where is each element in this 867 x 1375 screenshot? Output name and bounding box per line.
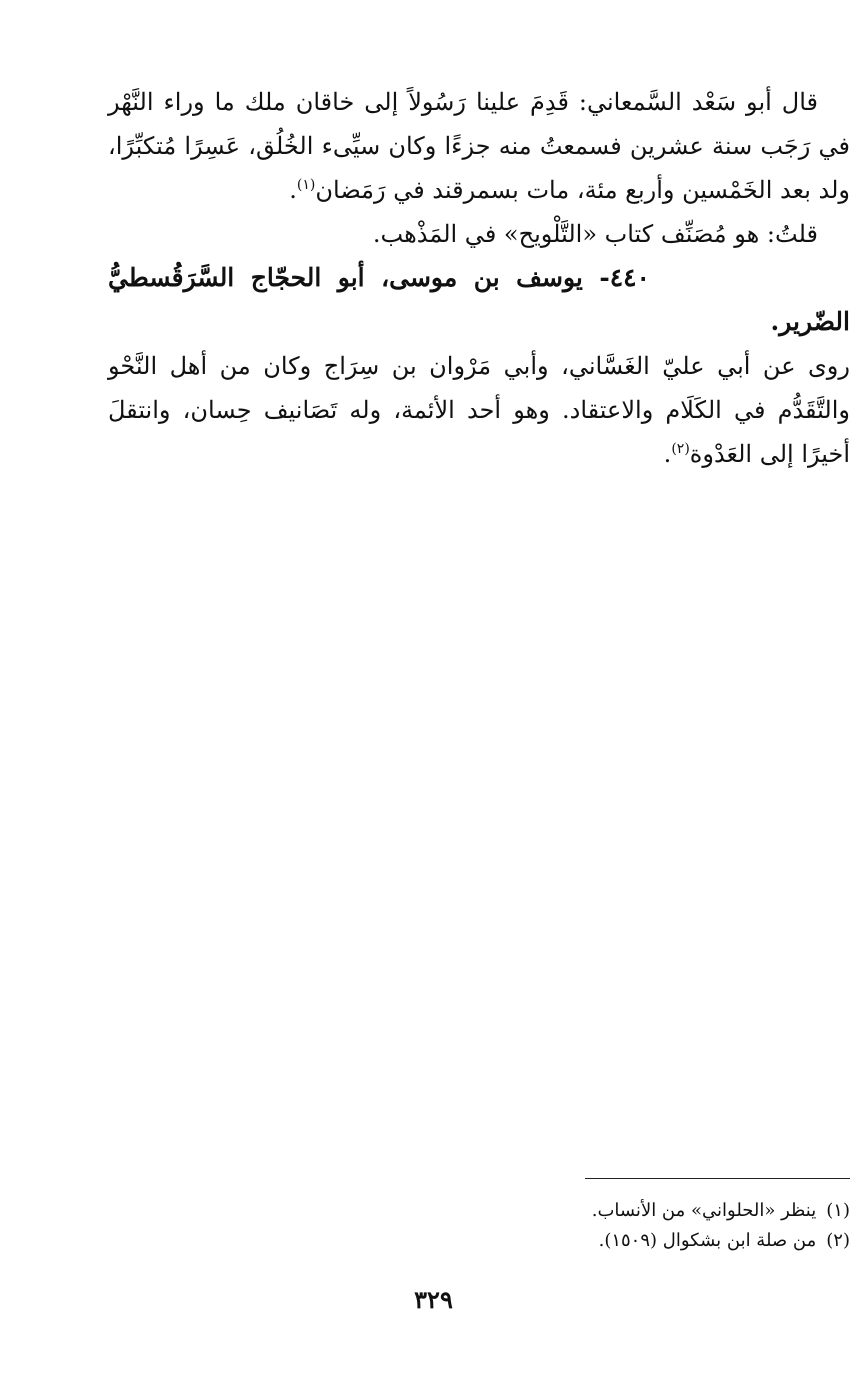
footnote-ref-2: (٢) [671, 441, 690, 457]
text-line: روى عن أبي عليّ الغَسَّاني، وأبي مَرْوان بن سِرَاج وكان من أهل النَّحْو [108, 352, 850, 380]
entry-title: ٤٤٠- يوسف بن موسى، أبو الحجّاج السَّرَقُسطيُّ الضّرير. [108, 263, 850, 336]
footnote-1 [300, 1196, 850, 1226]
text-line: قلتُ: هو مُصَنِّف كتاب «التَّلْويح» في المَذْهب. [372, 220, 818, 248]
text-line: والتَّقَدُّم في الكَلَام والاعتقاد. وهو أحد الأئمة، وله تَصَانيف حِسان، وانتقلَ [108, 396, 850, 424]
entry-heading-440 [108, 256, 850, 344]
paragraph-entry-440 [108, 344, 850, 476]
text-line: قال أبو سَعْد السَّمعاني: قَدِمَ علينا رَسُولاً إلى خاقان ملك ما وراء النَّهْر [108, 88, 818, 116]
footnote-ref-1: (١) [296, 177, 316, 193]
sentence-end: . [289, 176, 297, 204]
text-line: ولد بعد الخَمْسين وأربع مئة، مات بسمرقند في رَمَضان [315, 176, 850, 204]
paragraph-sam-ani-quote [108, 80, 850, 212]
footnote-text: ينظر «الحلواني» من الأنساب. [591, 1200, 817, 1221]
footnote-text: من صلة ابن بشكوال (١٥٠٩). [598, 1230, 817, 1251]
paragraph-author-note [108, 212, 850, 256]
footnotes [300, 1196, 850, 1256]
footnote-divider [585, 1178, 850, 1179]
footnote-2 [300, 1226, 850, 1256]
page-number: ٣٢٩ [414, 1285, 453, 1314]
text-line: في رَجَب سنة عشرين فسمعتُ منه جزءًا وكان سيِّىء الخُلُق، عَسِرًا مُتكبِّرًا، [108, 132, 850, 160]
main-text [108, 80, 850, 476]
sentence-end: . [663, 440, 672, 468]
footnote-number: (١) [826, 1200, 850, 1221]
footnote-number: (٢) [826, 1230, 850, 1251]
text-line: أخيرًا إلى العَدْوة [689, 440, 850, 468]
